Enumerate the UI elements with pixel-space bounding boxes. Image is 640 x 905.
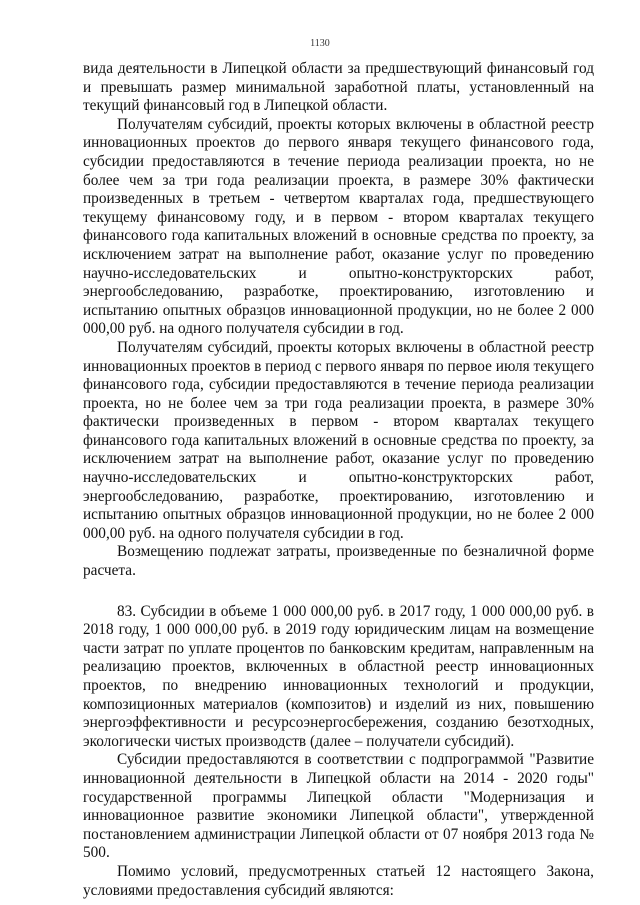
page-number: 1130: [310, 38, 330, 49]
paragraph-subsidy-january-july: Получателям субсидий, проекты которых включены в областной реестр инновационных проектов в период с первого января по первое июля текущего финансового года, субсидии предоставляются в течение периода реализации проекта, но не более чем за три года реализации проекта, в размере 30% фактически произведенных в первом - втором кварталах текущего финансового года капитальных вложений в основные средства по проекту, за исключением затрат на выполнение работ, оказание услуг по проведению научно-исследовательских и опытно-конструкторских работ, энергообследованию, разработке, проектированию, изготовлению и испытанию опытных образцов инновационной продукции, но не более 2 000 000,00 руб. на одного получателя субсидии в год.: [83, 338, 594, 542]
paragraph-subprogram: Субсидии предоставляются в соответствии с подпрограммой "Развитие инновационной деятельности в Липецкой области на 2014 - 2020 годы" государственной программы Липецкой области "Модернизация и инновационное развитие экономики Липецкой области", утвержденной постановлением администрации Липецкой области от 07 ноября 2013 года № 500.: [83, 751, 594, 862]
paragraph-continuation: вида деятельности в Липецкой области за предшествующий финансовый год и превышать размер минимальной заработной платы, установленный на текущий финансовый год в Липецкой области.: [83, 60, 594, 115]
paragraph-subsidy-before-january: Получателям субсидий, проекты которых включены в областной реестр инновационных проектов до первого января текущего финансового года, субсидии предоставляются в течение периода реализации проекта, но не более чем за три года реализации проекта, в размере 30% фактически произведенных в третьем - четвертом кварталах года, предшествующего текущему финансовому году, и в первом - втором кварталах текущего финансового года капитальных вложений в основные средства по проекту, за исключением затрат на выполнение работ, оказание услуг по проведению научно-исследовательских и опытно-конструкторских работ, энергообследованию, разработке, проектированию, изготовлению и испытанию опытных образцов инновационной продукции, но не более 2 000 000,00 руб. на одного получателя субсидии в год.: [83, 115, 594, 338]
paragraph-conditions: Помимо условий, предусмотренных статьей 12 настоящего Закона, условиями предоставления субсидий являются:: [83, 862, 594, 899]
paragraph-item-83: 83. Субсидии в объеме 1 000 000,00 руб. в 2017 году, 1 000 000,00 руб. в 2018 году, 1 000 000,00 руб. в 2019 году юридическим лицам на возмещение части затрат по уплате процентов по банковским кредитам, направленным на реализацию проектов, включенных в областной реестр инновационных проектов, по внедрению инновационных технологий и продукции, композиционных материалов (композитов) и изделий из них, повышению энергоэффективности и ресурсоэнергосбережения, созданию безотходных, экологически чистых производств (далее – получатели субсидий).: [83, 602, 594, 750]
document-body: [83, 60, 594, 900]
paragraph-reimbursement: Возмещению подлежат затраты, произведенные по безналичной форме расчета.: [83, 543, 594, 580]
